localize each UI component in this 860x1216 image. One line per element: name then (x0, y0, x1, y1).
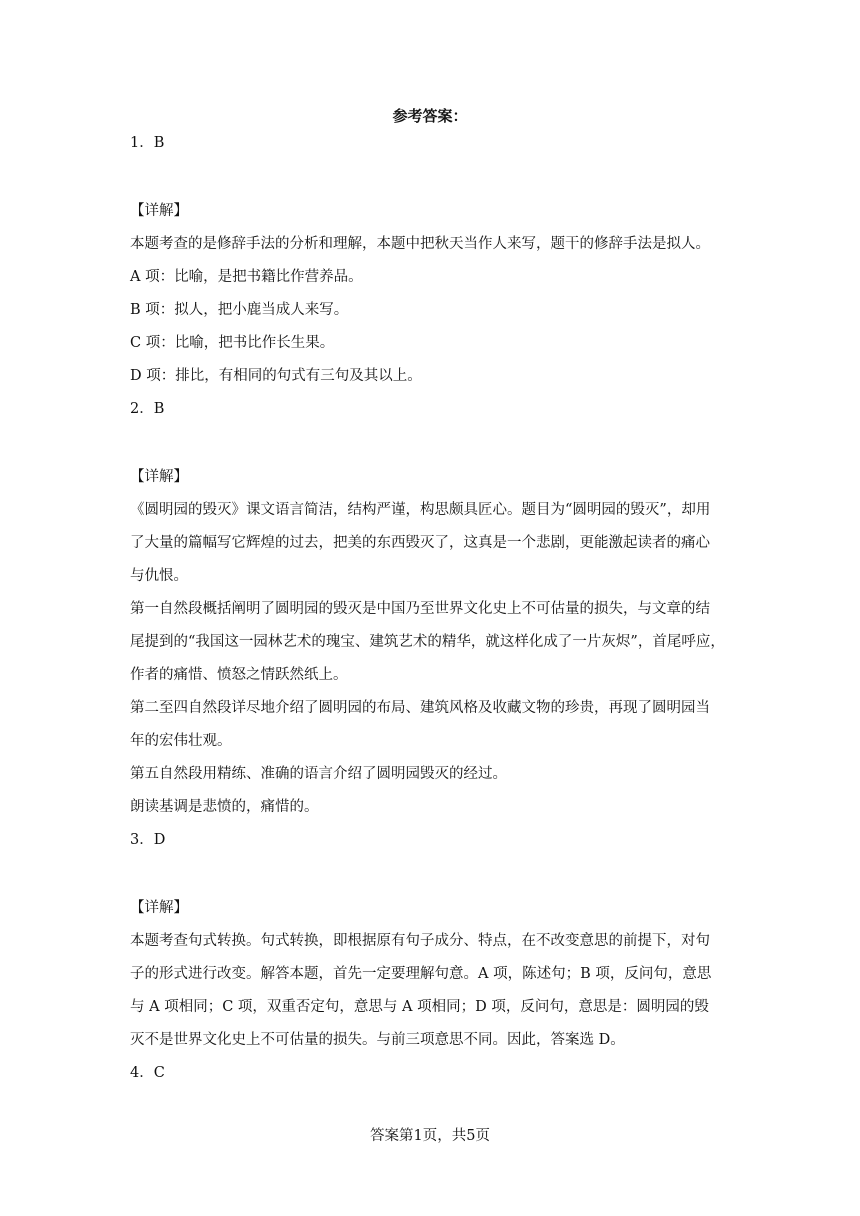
q2-para2-line: 作者的痛惜、愤怒之情跃然纸上。 (130, 667, 348, 683)
answer-content (130, 132, 730, 1084)
q1-line: C 项：比喻，把书比作长生果。 (130, 335, 335, 351)
q1-detail-heading: 【详解】 (130, 203, 188, 219)
q2-para1-line: 《圆明园的毁灭》课文语言简洁，结构严谨，构思颇具匠心。题目为“圆明园的毁灭”，却用 (130, 502, 711, 518)
page-title: 参考答案： (392, 107, 468, 125)
q1-line: 本题考查的是修辞手法的分析和理解，本题中把秋天当作人来写，题干的修辞手法是拟人。 (130, 236, 710, 252)
q2-para5: 朗读基调是悲愤的，痛惜的。 (130, 799, 319, 815)
q3-para1-line: 与 A 项相同；C 项，双重否定句，意思与 A 项相同；D 项，反问句，意思是：圆明园的毁 (130, 999, 709, 1015)
q3-para1-line: 本题考查句式转换。句式转换，即根据原有句子成分、特点，在不改变意思的前提下，对句 (130, 933, 710, 949)
q2-para2-line: 第一自然段概括阐明了圆明园的毁灭是中国乃至世界文化史上不可估量的损失，与文章的结 (130, 601, 710, 617)
q1-answer: 1．B (130, 135, 165, 151)
q2-para2-line: 尾提到的“我国这一园林艺术的瑰宝、建筑艺术的精华，就这样化成了一片灰烬”，首尾呼应， (130, 634, 725, 650)
q4-answer: 4．C (130, 1065, 165, 1081)
q2-para1-line: 与仇恨。 (130, 568, 188, 584)
q2-para3-line: 第二至四自然段详尽地介绍了圆明园的布局、建筑风格及收藏文物的珍贵，再现了圆明园当 (130, 700, 710, 716)
q1-line: B 项：拟人，把小鹿当成人来写。 (130, 302, 349, 318)
q1-line: D 项：排比，有相同的句式有三句及其以上。 (130, 368, 422, 384)
q2-detail-heading: 【详解】 (130, 469, 188, 485)
q2-answer: 2．B (130, 401, 165, 417)
q3-para1-line: 子的形式进行改变。解答本题，首先一定要理解句意。A 项，陈述句；B 项，反问句，意思 (130, 966, 712, 982)
q2-para1-line: 了大量的篇幅写它辉煌的过去，把美的东西毁灭了，这真是一个悲剧，更能激起读者的痛心 (130, 535, 710, 551)
q3-detail-heading: 【详解】 (130, 900, 188, 916)
q2-para3-line: 年的宏伟壮观。 (130, 733, 232, 749)
q3-para1-line: 灭不是世界文化史上不可估量的损失。与前三项意思不同。因此，答案选 D。 (130, 1032, 625, 1048)
q1-line: A 项：比喻，是把书籍比作营养品。 (130, 269, 363, 285)
q3-answer: 3．D (130, 832, 166, 848)
q2-para4: 第五自然段用精练、准确的语言介绍了圆明园毁灭的经过。 (130, 766, 507, 782)
page-footer: 答案第1页，共5页 (370, 1128, 490, 1144)
